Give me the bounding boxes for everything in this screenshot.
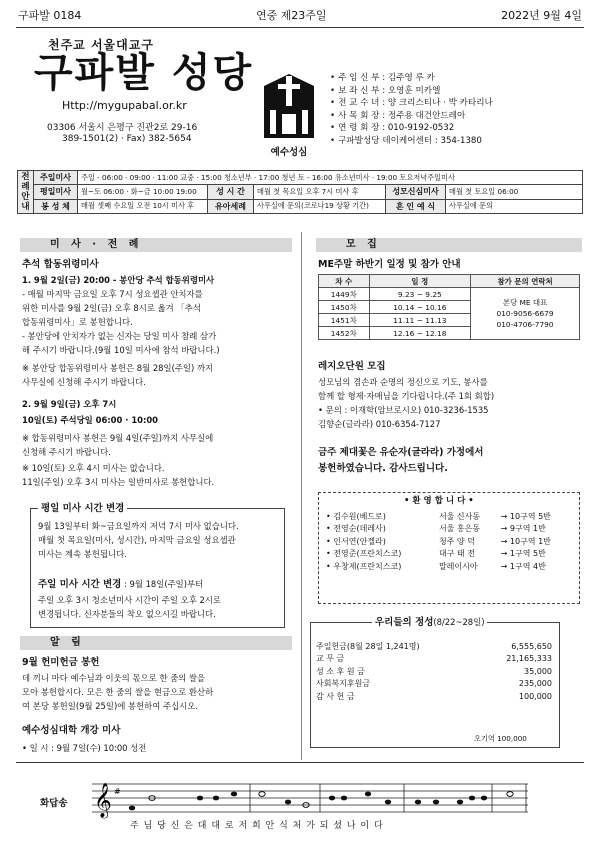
text-line: 주일미사: [34, 171, 78, 185]
text-line: 변경됩니다. 신자분들의 착오 없으시길 바랍니다.: [38, 609, 216, 619]
treble-clef-icon: 𝄞: [94, 783, 112, 818]
chuseok-mass-title: 추석 합동위령미사: [22, 259, 99, 270]
text-line: 봉헌하였습니다. 감사드립니다.: [318, 463, 448, 474]
text-line: 김수원(베드로): [333, 511, 386, 521]
text-line: 본당 ME 대표: [502, 298, 548, 307]
layout-element: [282, 114, 296, 134]
layout-element: [197, 796, 203, 801]
text-line: • 일 시 : 9월 7일(수) 10:00 성전: [22, 743, 147, 753]
staff-info: [330, 72, 493, 148]
parish-title: 구파발 성당: [34, 50, 254, 96]
sunday-change-heading: 주일 미사 시간 변경: [38, 579, 122, 590]
text-line: 9월 헌미헌금 봉헌: [22, 657, 100, 668]
text-line: 1452차: [319, 327, 370, 340]
layout-element: [372, 616, 487, 629]
layout-element: [316, 653, 552, 666]
layout-element: [270, 110, 276, 134]
text-line: 21,165,333: [506, 654, 552, 664]
address: 03306 서울시 은평구 진관2로 29-16: [47, 123, 198, 133]
layout-element: [16, 762, 584, 763]
text-line: 전영순(데레사): [333, 524, 386, 534]
text-line: 말레이시아: [438, 561, 478, 571]
recruit-section-heading: 모 집: [316, 238, 582, 252]
layout-element: •: [330, 98, 336, 109]
text-line: 매월 셋째 수요일 오전 10시 미사 후: [78, 199, 208, 213]
text-line: 레지오단원 모집: [318, 361, 386, 372]
text-line: 사회복지후원금: [316, 679, 371, 689]
text-line: 주 임 신 부 : 김주영 루 카: [338, 73, 435, 83]
layout-element: [365, 792, 371, 797]
layout-element: [301, 232, 302, 760]
layout-element: [18, 185, 583, 199]
layout-element: [457, 800, 463, 805]
text-line: 매월 첫 목요일 오후 7시 미사 후: [254, 185, 386, 199]
layout-element: •: [330, 110, 336, 121]
welcome-table: [326, 510, 576, 573]
text-line: ※ 합동위령미사 봉헌은 9월 4일(주일)까지 사무실에: [22, 433, 214, 443]
layout-element: • 전영준(프란치스코): [326, 549, 402, 559]
top-bar: [18, 4, 582, 26]
notice-section-heading: 알 림: [20, 636, 292, 650]
text-line: 사무실에 문의(코로나19 상황 기간): [254, 199, 386, 213]
layout-element: [259, 792, 265, 797]
text-line: 1. 9월 2일(금) 20:00 - 봉안당 추석 합동위령미사: [22, 275, 215, 285]
staff-line: [330, 72, 493, 85]
offering-table: [316, 640, 552, 703]
text-line: 성 소 후 원 금: [316, 666, 365, 676]
text-line: 010-4706-7790: [496, 320, 554, 329]
text-line: → 1구역 4반: [500, 561, 546, 571]
text-line: 11일(주일) 오후 3시 미사는 일반미사로 봉헌합니다.: [22, 477, 215, 487]
text-line: 월~토 06:00 · 화~금 10:00 19:00: [78, 185, 208, 199]
text-line: 성모신심미사: [386, 185, 446, 199]
me-schedule-table: [318, 274, 580, 340]
layout-element: #: [114, 787, 121, 796]
layout-element: [319, 275, 580, 340]
layout-element: [316, 640, 552, 653]
text-line: 연 령 회 장 : 010-9192-0532: [338, 123, 455, 134]
text-line: 구파발성당 데이케어센터 : 354-1380: [338, 135, 482, 146]
text-line: 유아세례: [208, 199, 254, 213]
layout-element: •: [330, 123, 336, 134]
text-line: 함께 할 형제·자매님을 기다립니다.(주 1회 회합): [318, 391, 495, 401]
text-line: 차 수: [319, 275, 370, 288]
text-line: 청주 양 덕: [438, 536, 475, 546]
text-line: 매월 첫 목요일(미사, 성시간), 마지막 금요일 성요셉관: [38, 535, 236, 545]
layout-element: [469, 796, 475, 801]
text-line: 사 목 회 장 : 정주용 대건안드레아: [338, 110, 466, 121]
hymn-lyrics: 주 님 당 신 은 대 대 로 저 희 안 식 처 가 되 셨 나 이 다: [130, 821, 384, 831]
layout-element: •: [330, 135, 336, 146]
music-notes: [129, 792, 513, 811]
layout-element: [302, 110, 308, 134]
layout-element: [129, 806, 135, 811]
layout-element: •: [330, 85, 336, 96]
text-line: 주일헌금(8월 28일 1,241명): [316, 641, 420, 651]
text-line: 100,000: [518, 691, 552, 701]
text-line: - 매월 마지막 금요일 오후 7시 성요셉관 안치자를: [22, 289, 203, 299]
hymn-label: 화답송: [40, 798, 68, 809]
website-url[interactable]: Http://mygupabal.or.kr: [62, 99, 187, 112]
text-line: 금주 제대꽃은 유순자(글라라) 가정에서: [318, 447, 484, 458]
text-line: 주일 - 06:00 · 09:00 · 11:00 교중 · 15:00 청소년부 · 17:00 청년 토 - 16:00 유소년미사 · 19:00 토요저녁주일미사: [78, 171, 583, 185]
text-line: 데 끼니 마다 예수님과 이웃의 몫으로 한 줌의 쌀을: [22, 673, 206, 683]
text-line: (8/22~28일): [433, 617, 485, 627]
phone-fax: 389-1501(2) · Fax) 382-5654: [62, 134, 192, 144]
layout-element: [319, 288, 580, 301]
layout-element: •: [330, 73, 336, 83]
layout-element: [326, 560, 576, 573]
text-line: 오기역 100,000: [474, 734, 527, 743]
text-line: 9월 13일부터 화~금요일까지 저녁 7시 미사 없습니다.: [38, 521, 239, 531]
text-line: 혼 인 예 식: [386, 199, 446, 213]
staff-line: [330, 85, 493, 98]
text-line: ※ 봉안당 합동위령미사 봉헌은 8월 28일(주일) 까지: [22, 363, 214, 373]
text-line: 9.23 ~ 9.25: [369, 288, 471, 301]
text-line: 김향순(글라라) 010-6354-7127: [318, 419, 441, 429]
text-line: - 봉안당에 안치자가 없는 신자는 당일 미사 참례 삼가: [22, 331, 217, 341]
text-line: → 10구역 1반: [500, 536, 551, 546]
layout-element: [433, 800, 439, 805]
layout-element: [385, 800, 391, 805]
layout-element: [285, 800, 291, 805]
layout-element: [278, 84, 300, 89]
text-line: 주일 오후 3시 청소년미사 시간이 주일 오후 2시로: [38, 595, 222, 605]
staff-line: [330, 110, 493, 123]
text-line: 대구 태 전: [438, 549, 475, 559]
text-line: 우리들의 정성: [375, 617, 434, 628]
layout-element: • 우창제(프란치스코): [326, 561, 402, 571]
layout-element: [329, 796, 335, 801]
layout-element: [231, 792, 237, 797]
text-line: 교 무 금: [316, 654, 345, 664]
layout-element: [286, 76, 292, 106]
text-line: 1449차: [319, 288, 370, 301]
layout-element: [319, 275, 580, 288]
text-line: • 환 영 합 니 다 •: [404, 496, 474, 506]
layout-element: [326, 510, 576, 573]
parish-logo: [258, 72, 320, 156]
issue-number: 구파발 0184: [18, 9, 82, 22]
text-line: 미사는 계속 봉헌됩니다.: [38, 549, 127, 559]
text-line: 매월 첫 토요일 06:00: [446, 185, 583, 199]
text-line: 성 시 간: [208, 185, 254, 199]
layout-element: [18, 171, 583, 185]
text-line: 35,000: [524, 666, 552, 676]
layout-element: [38, 578, 203, 591]
schedule-side-label: 전례안내: [18, 171, 34, 214]
text-line: ME주말 하반기 일정 및 참가 안내: [318, 259, 461, 270]
layout-element: [316, 665, 552, 678]
staff-line: [330, 135, 493, 148]
logo-caption: 예수성심: [270, 147, 308, 158]
text-line: : 9월 18일(주일)부터: [121, 579, 204, 589]
text-line: 신청해 주시기 바랍니다.: [22, 447, 111, 457]
text-line: 해 주시기 바랍니다.(9월 10일 미사에 참석 바랍니다.): [22, 345, 220, 355]
text-line: 전영준(프란치스코): [333, 549, 402, 559]
text-line: 우창제(프란치스코): [333, 561, 402, 571]
diocese-subtitle: 천주교 서울대교구: [48, 38, 154, 52]
text-line: 10일(토) 주석당일 06:00 · 10:00: [22, 415, 159, 425]
text-line: • 문의 : 이재학(암브로시오) 010-3236-1535: [318, 405, 489, 415]
text-line: 인서연(안젤라): [333, 536, 386, 546]
text-line: 235,000: [518, 679, 552, 689]
text-line: 사무실에 신청해 주시기 바랍니다.: [22, 377, 146, 387]
layout-element: [18, 171, 583, 214]
text-line: 10.14 ~ 10.16: [369, 301, 471, 314]
layout-element: • 김수원(베드로): [326, 511, 386, 521]
music-staff: [92, 778, 532, 820]
text-line: 서울 홍은동: [438, 524, 481, 534]
staff-line: [330, 97, 493, 110]
liturgy-schedule-table: [17, 170, 583, 214]
text-line: 참가 문의 연락처: [471, 275, 580, 288]
layout-element: [471, 288, 580, 340]
layout-element: [326, 523, 576, 536]
text-line: 성모님의 겸손과 순명의 정신으로 기도, 봉사를: [318, 377, 488, 387]
liturgical-season: 연중 제23주일: [255, 9, 327, 22]
layout-element: [326, 510, 576, 523]
layout-element: • 전영순(데레사): [326, 524, 386, 534]
weekday-change-heading: 평일 미사 시간 변경: [38, 502, 127, 515]
layout-element: [415, 800, 421, 805]
text-line: 봉 성 체: [34, 199, 78, 213]
text-line: 평일미사: [34, 185, 78, 199]
text-line: ※ 10일(토) 오후 4시 미사는 없습니다.: [22, 463, 165, 473]
text-line: 합동위령미사」로 봉헌합니다.: [22, 317, 133, 327]
text-line: 위한 미사를 9월 2일(금) 오후 8시로 옮겨 「추석: [22, 303, 201, 313]
text-line: → 1구역 5반: [500, 549, 546, 559]
layout-element: [16, 27, 584, 28]
text-line: 여 본당 봉헌일(9월 25일)에 봉헌하여 주십시오.: [22, 701, 199, 711]
mass-section-heading: 미 사 · 전 례: [20, 238, 292, 252]
text-line: → 9구역 1반: [500, 524, 546, 534]
layout-element: [213, 796, 219, 801]
layout-element: [481, 796, 487, 801]
text-line: 6,555,650: [511, 641, 552, 651]
text-line: 2. 9월 9일(금) 오후 7시: [22, 399, 117, 409]
layout-element: • 인서연(안젤라): [326, 536, 386, 546]
text-line: 11.11 ~ 11.13: [369, 314, 471, 327]
text-line: 모아 봉헌합시다. 모은 한 줌의 쌀을 현금으로 환산하: [22, 687, 214, 697]
layout-element: [341, 796, 347, 801]
layout-element: [507, 792, 513, 797]
text-line: 010-9056-6679: [496, 309, 554, 318]
layout-element: [326, 548, 576, 561]
text-line: 감 사 헌 금: [316, 691, 355, 701]
layout-element: [316, 640, 552, 703]
text-line: 서울 신사동: [438, 511, 481, 521]
staff-line: [330, 122, 493, 135]
issue-date: 2022년 9월 4일: [501, 9, 582, 22]
layout-element: [316, 678, 552, 691]
text-line: 일 정: [369, 275, 471, 288]
text-line: 보 좌 신 부 : 오영훈 미카엘: [338, 85, 441, 96]
text-line: 12.16 ~ 12.18: [369, 327, 471, 340]
text-line: 1451차: [319, 314, 370, 327]
sacred-heart-icon: [258, 72, 320, 142]
layout-element: [326, 535, 576, 548]
layout-element: [316, 690, 552, 703]
layout-element: [18, 199, 583, 213]
text-line: → 10구역 5반: [500, 511, 551, 521]
text-line: 전 교 수 녀 : 양 크리스티나 · 박 카타리나: [338, 98, 493, 109]
text-line: 사무실에 문의: [446, 199, 583, 213]
text-line: 예수성심대학 개강 미사: [22, 725, 121, 736]
text-line: 1450차: [319, 301, 370, 314]
